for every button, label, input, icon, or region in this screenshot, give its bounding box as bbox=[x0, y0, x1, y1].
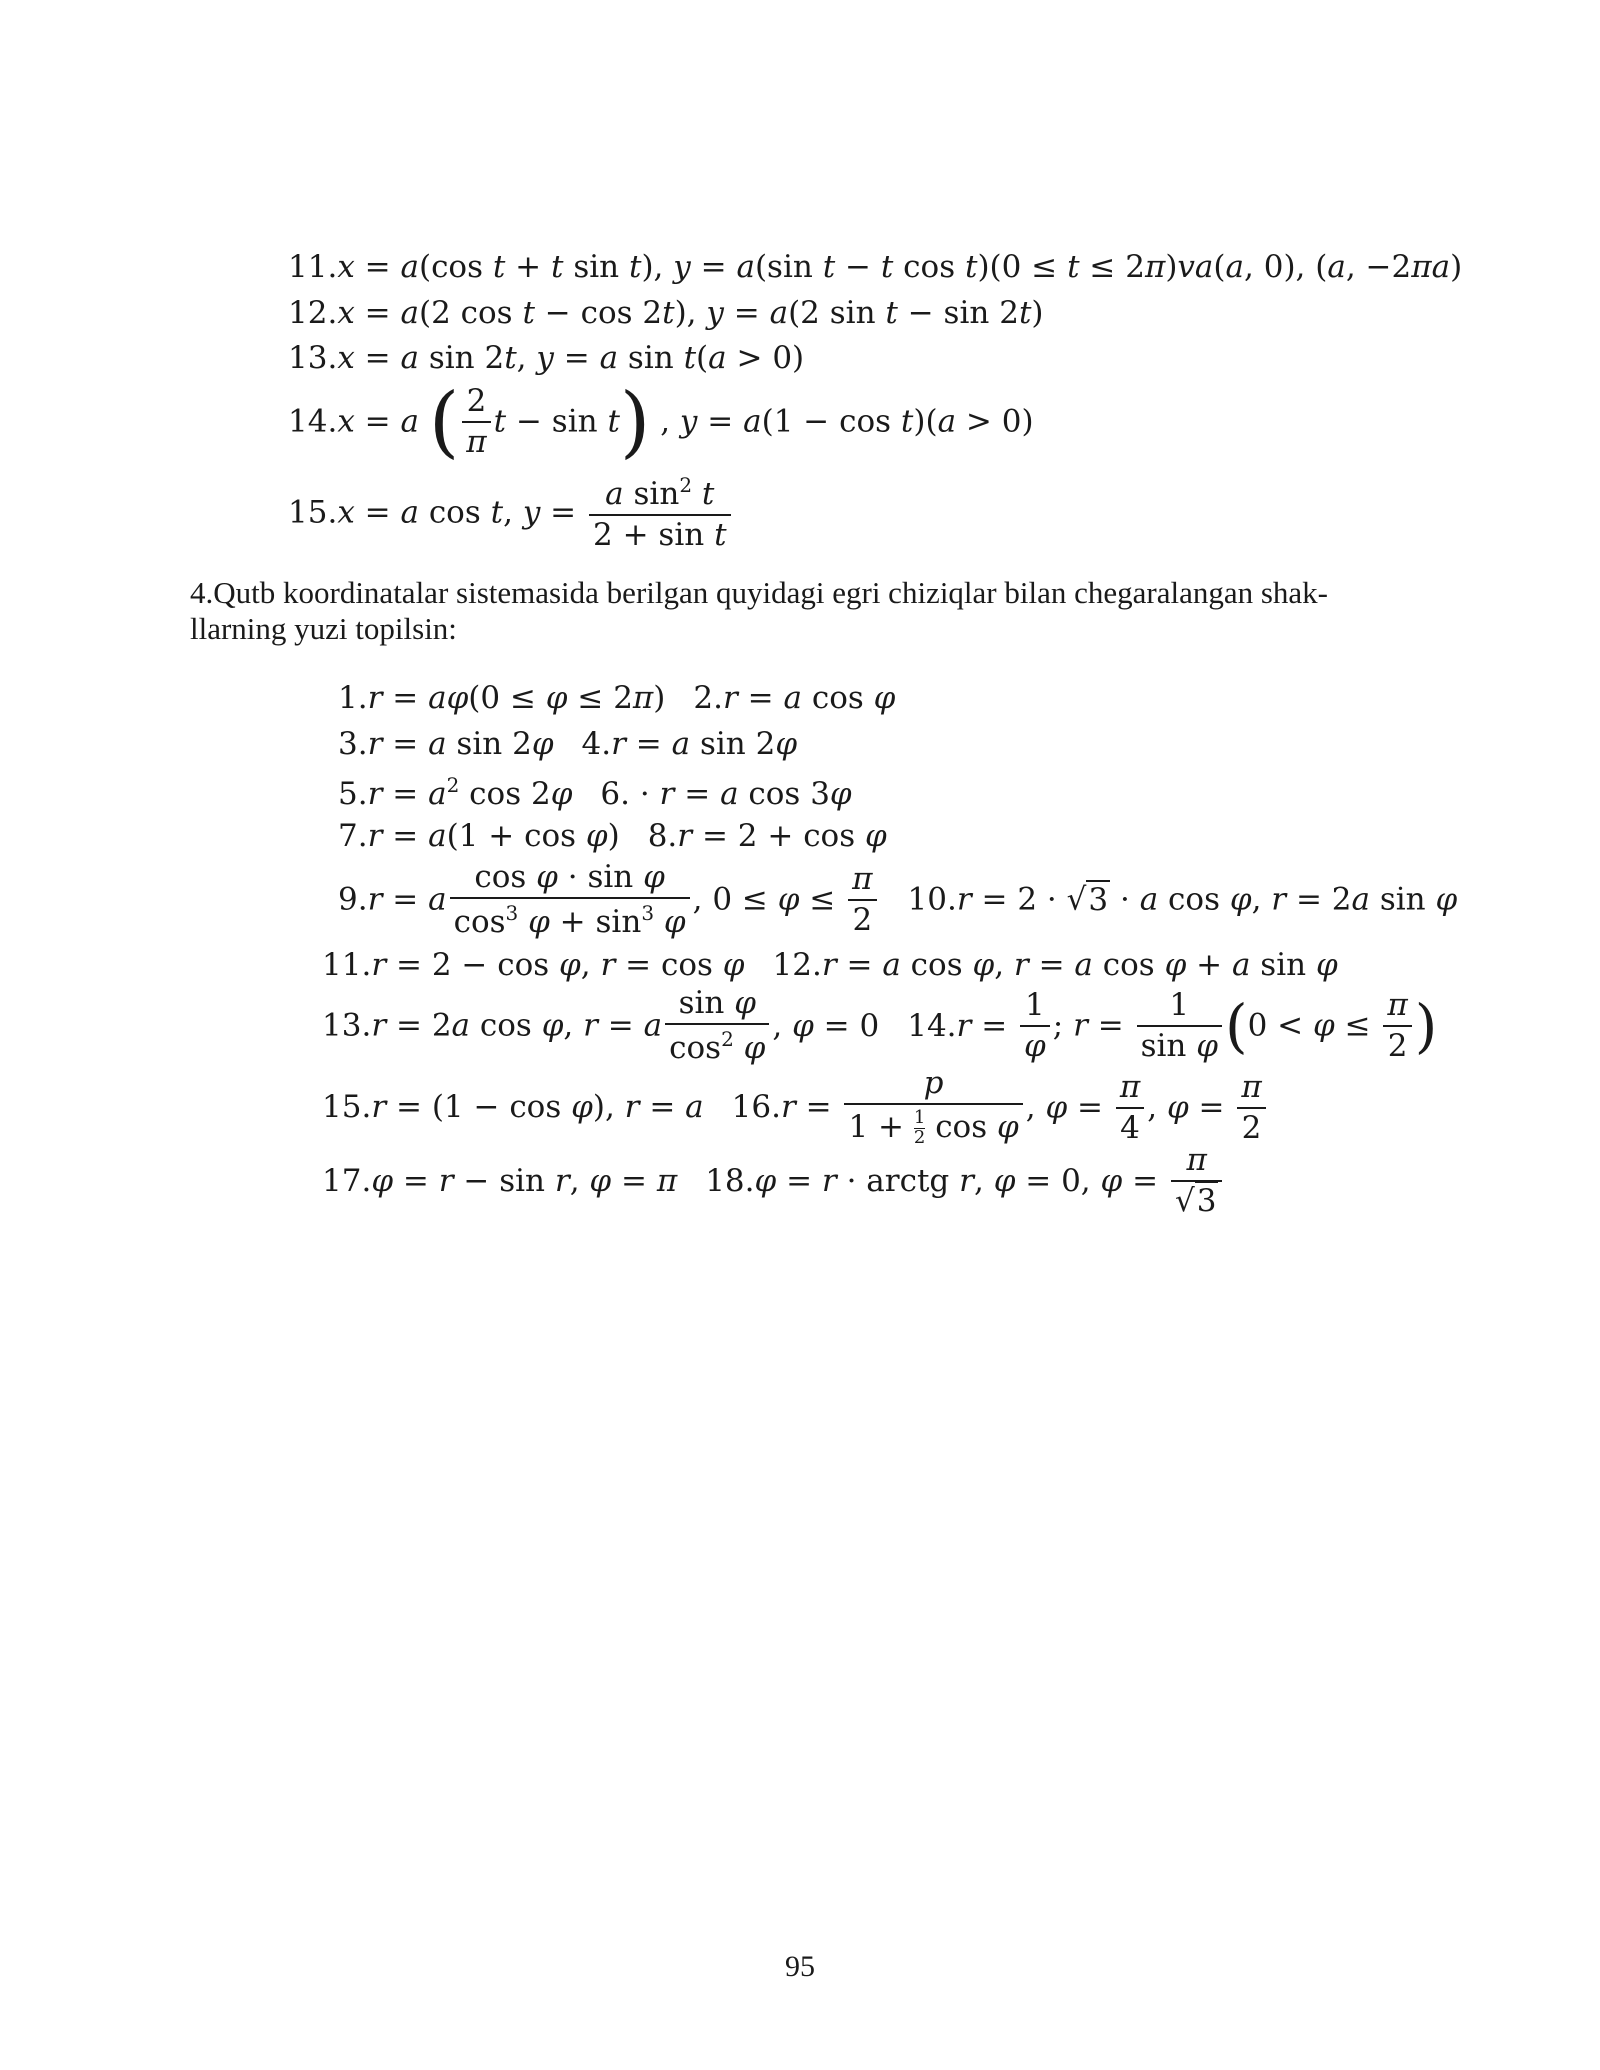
polar-row-11-12: 11.r = 2 − cos φ, r = cos φ 12.r = a cos φ, r = a cos φ + a sin φ bbox=[322, 947, 1338, 983]
heading-line-1: 4.Qutb koordinatalar sistemasida berilgan quyidagi egri chiziqlar bilan chegaralangan shak- bbox=[190, 575, 1328, 610]
polar-row-5-6: $5.r = a^2$ cos 2φ 6. · r = a cos 3φ bbox=[338, 773, 852, 812]
equation-11: 11.x = a(cos t + t sin t), y = a(sin t − t cos t)(0 ≤ t ≤ 2π)va(a, 0), (a, −2πa) bbox=[288, 249, 1463, 285]
polar-row-1-2: 1.r = aφ(0 ≤ φ ≤ 2π) 2.r = a cos φ bbox=[338, 680, 896, 716]
polar-row-3-4: 3.r = a sin 2φ 4.r = a sin 2φ bbox=[338, 726, 798, 762]
equation-12: 12.x = a(2 cos t − cos 2t), y = a(2 sin t − sin 2t) bbox=[288, 295, 1044, 331]
equation-15: 15.x = a cos t, y = $\frac{a \sin^2 t}{\text{2 + sin t}}$ bbox=[288, 475, 734, 551]
polar-row-7-8: 7.r = a(1 + cos φ) 8.r = 2 + cos φ bbox=[338, 818, 887, 854]
polar-row-17-18: 17.φ = r − sin r, φ = π 18.φ = r · arctg r, φ = 0, φ = $\frac{\pi}{√3}$ bbox=[322, 1145, 1225, 1217]
heading-line-2: llarning yuzi topilsin: bbox=[190, 611, 457, 646]
equation-14: 14.x = a ( $\frac{2}{\pi}$ t − sin t) , y = a(1 − cos t)(a > 0) bbox=[288, 376, 1034, 467]
equation-13: 13.x = a sin 2t, y = a sin t(a > 0) bbox=[288, 340, 805, 376]
polar-row-15-16: 15.r = (1 − cos φ), r = a 16.r = p 1 + $\frac{1}{2}$ cos φ , φ = $\frac{\pi}{4}$ , φ = $\frac{\pi}{2}$ bbox=[322, 1068, 1269, 1148]
section-4-heading bbox=[190, 575, 1420, 647]
polar-row-13-14: 13.r = 2a cos φ, r = a $\frac{\text{sin φ}}{\cos^2 \varphi}$ , φ = 0 14.r = $\frac{1}{\varphi}$ ; r = $\frac{1}{\text{sin φ}}$ (0 < φ ≤ $\frac{\pi}{2}$ ) bbox=[322, 985, 1438, 1066]
polar-row-9-10: 9.r = a $\frac{\text{cos φ · sin φ}}{\cos^3 \varphi + \sin^3 \varphi}$ , 0 ≤ φ ≤ $\frac{\pi}{2}$ 10.r = 2 · √3 · a cos φ, r = 2a sin φ bbox=[338, 859, 1458, 940]
page-number: 95 bbox=[785, 1950, 815, 1983]
